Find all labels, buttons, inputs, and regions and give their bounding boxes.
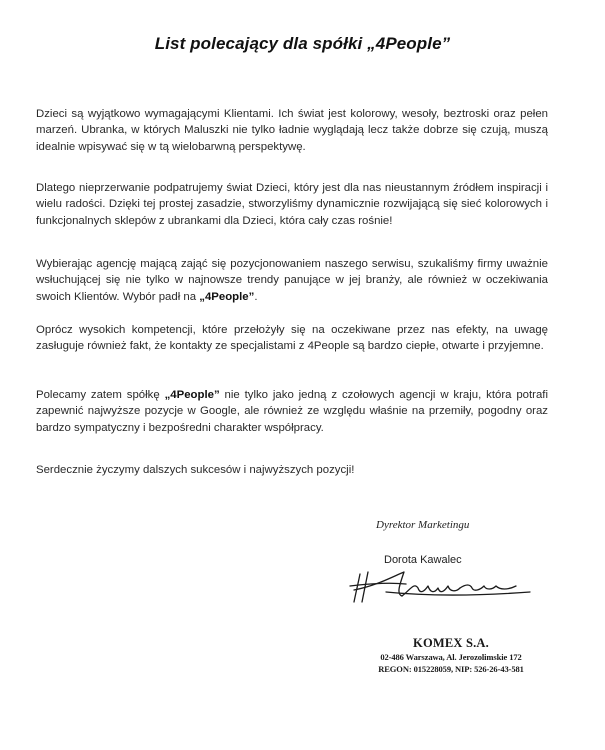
company-stamp <box>356 636 546 675</box>
paragraph-text: Polecamy zatem spółkę <box>36 389 165 401</box>
handwritten-signature <box>346 562 536 608</box>
signatory-role: Dyrektor Marketingu <box>376 519 470 531</box>
paragraph-wishes: Serdecznie życzymy dalszych sukcesów i najwyższych pozycji! <box>36 464 355 476</box>
stamp-address: 02-486 Warszawa, Al. Jerozolimskie 172 <box>380 652 522 662</box>
company-name-bold: „4People” <box>199 290 255 303</box>
signatory-name: Dorota Kawalec <box>384 554 462 566</box>
stamp-ids: REGON: 015228059, NIP: 526-26-43-581 <box>378 664 524 674</box>
stamp-company-name: KOMEX S.A. <box>413 636 489 650</box>
paragraph-text: . <box>254 290 258 303</box>
paragraph-text: Wybierając agencję mającą zająć się pozycjonowaniem naszego serwisu, szukaliśmy firmy uważnie wsłuchującej się nie tylko w najnowsze trendy panujące w jej branży, ale również w oczekiwania swoich Klientów. Wybór padł na <box>36 258 548 303</box>
paragraph-recommendation <box>36 387 548 436</box>
paragraph-text: nie tylko jako jedną z czołowych agencji w kraju, która potrafi zapewnić najwyższe pozycje w Google, ale również ze względu właśnie na przemiły, pogodny oraz bardzo sympatyczny i bezpośredni charakter współpracy. <box>36 389 548 434</box>
paragraph-intro: Dzieci są wyjątkowo wymagającymi Klientami. Ich świat jest kolorowy, wesoły, beztroski oraz pełen marzeń. Ubranka, w których Maluszki nie tylko ładnie wyglądają lecz także dobrze się czują, muszą idealnie wpisywać się w tą wielobarwną perspektywę. <box>36 108 548 153</box>
paragraph-inspiration: Dlatego nieprzerwanie podpatrujemy świat Dzieci, który jest dla nas nieustannym źródłem inspiracji i wielu radości. Dzięki tej prostej zasadzie, stworzyliśmy dynamicznie rozwijającą się sieć kolorowych i funkcjonalnych sklepów z ubrankami dla Dzieci, która cały czas rośnie! <box>36 182 548 227</box>
paragraph-agency-choice <box>36 256 548 305</box>
letter-title: List polecający dla spółki „4People” <box>154 34 451 53</box>
paragraph-competence: Oprócz wysokich kompetencji, które przełożyły się na oczekiwane przez nas efekty, na uwagę zasługuje również fakt, że kontakty ze specjalistami z 4People są bardzo ciepłe, otwarte i przyjemne. <box>36 324 548 353</box>
company-name-bold: „4People” <box>164 389 220 401</box>
